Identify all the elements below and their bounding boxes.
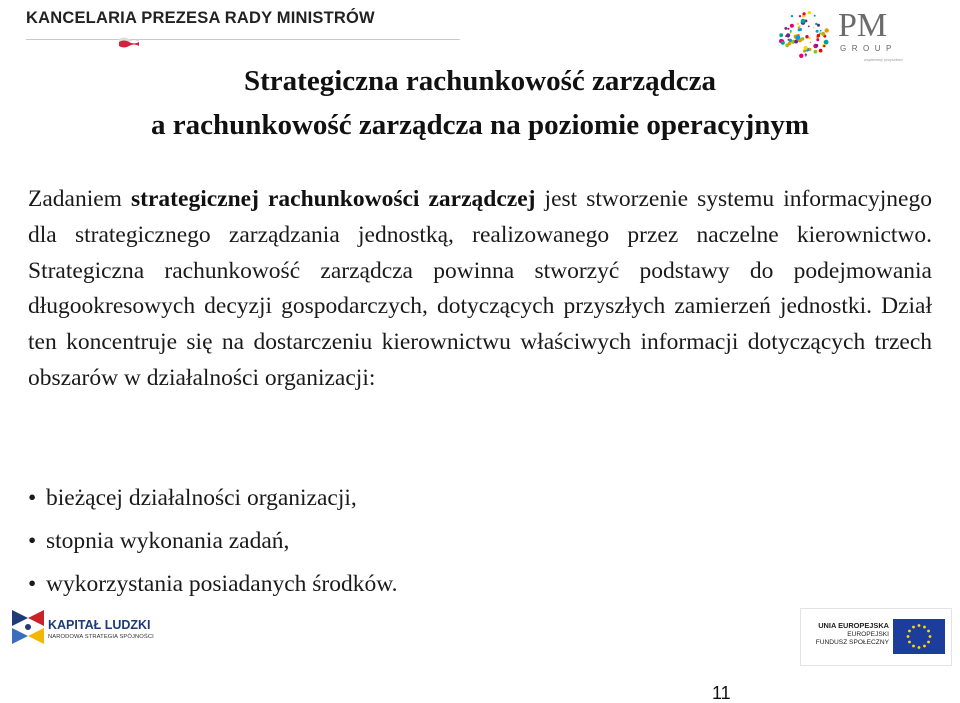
kprm-logo-text: KANCELARIA PREZESA RADY MINISTRÓW bbox=[26, 9, 375, 27]
pm-dot-icon bbox=[798, 29, 801, 32]
eu-flag-icon bbox=[893, 619, 945, 654]
pm-dot-icon bbox=[817, 34, 820, 37]
pm-dot-icon bbox=[820, 30, 822, 32]
bullet-text: stopnia wykonania zadań, bbox=[46, 528, 290, 554]
body-paragraph bbox=[28, 182, 932, 397]
bullet-text: bieżącej działalności organizacji, bbox=[46, 485, 357, 511]
kapital-ludzki-emblem-icon bbox=[8, 604, 46, 654]
pm-logo-text: PM bbox=[838, 7, 888, 44]
bullet-item bbox=[28, 563, 928, 606]
pm-logo-tagline: wspieramy przyszłość bbox=[864, 57, 903, 62]
kprm-logo bbox=[26, 8, 375, 28]
pm-dot-icon bbox=[790, 30, 792, 32]
pm-dot-icon bbox=[810, 42, 812, 44]
dots-cluster-icon bbox=[776, 6, 836, 64]
bullet-text: wykorzystania posiadanych środków. bbox=[46, 571, 398, 597]
eu-star-icon bbox=[912, 645, 915, 648]
pm-dot-icon bbox=[788, 42, 792, 46]
eu-star-icon bbox=[927, 630, 930, 633]
eu-line3: FUNDUSZ SPOŁECZNY bbox=[815, 639, 889, 647]
pm-dot-icon bbox=[824, 40, 829, 45]
page-number: 11 bbox=[712, 683, 731, 703]
pm-dot-icon bbox=[822, 33, 824, 35]
pm-dot-icon bbox=[779, 33, 783, 37]
pm-dot-icon bbox=[816, 38, 819, 41]
pm-dot-icon bbox=[803, 12, 806, 15]
eu-line2: EUROPEJSKI bbox=[847, 630, 889, 638]
polish-flag-icon bbox=[118, 35, 140, 49]
pm-dot-icon bbox=[781, 41, 785, 45]
eu-star-icon bbox=[923, 626, 926, 629]
eu-star-icon bbox=[907, 635, 910, 638]
paragraph-bold-term: strategicznej rachunkowości zarządczej bbox=[131, 186, 536, 212]
paragraph-rest: jest stworzenie systemu informacyjnego dla strategicznego zarządzania jednostką, realizowanego przez naczelne kierownictwo. Strategiczna rachunkowość zarządcza powinna stworzyć podstawy do podejmowania długookresowych decyzji gospodarczych, dotyczących przyszłych zamierzeń jednostki. Dział ten koncentruje się na dostarczeniu kierownictwu właściwych informacji dotyczących trzech obszarów w działalności organizacji: bbox=[28, 186, 932, 391]
pm-dot-icon bbox=[789, 39, 792, 42]
eu-social-fund-logo bbox=[800, 608, 952, 666]
pm-dot-icon bbox=[804, 46, 808, 50]
pm-dot-icon bbox=[790, 32, 792, 34]
pm-dot-icon bbox=[816, 30, 819, 33]
eu-star-icon bbox=[908, 630, 911, 633]
pm-dot-icon bbox=[813, 27, 815, 29]
pm-dot-icon bbox=[814, 15, 816, 17]
eu-star-icon bbox=[908, 641, 911, 644]
pm-dot-icon bbox=[794, 40, 798, 44]
kapital-ludzki-title: KAPITAŁ LUDZKI bbox=[48, 618, 151, 632]
pm-dot-icon bbox=[823, 45, 825, 47]
pm-logo-group: GROUP bbox=[840, 44, 897, 53]
pm-dot-icon bbox=[817, 24, 820, 27]
bullet-item bbox=[28, 520, 928, 563]
slide-title-line2: a rachunkowość zarządcza na poziomie operacyjnym bbox=[150, 109, 810, 141]
pm-dot-icon bbox=[815, 44, 818, 47]
pm-dot-icon bbox=[805, 55, 807, 57]
pm-dot-icon bbox=[799, 25, 801, 27]
pm-group-logo bbox=[776, 6, 916, 64]
pm-dot-icon bbox=[796, 35, 801, 40]
eu-star-icon bbox=[918, 624, 921, 627]
eu-star-icon bbox=[923, 645, 926, 648]
pm-dot-icon bbox=[814, 50, 818, 54]
pm-dot-icon bbox=[784, 27, 787, 30]
paragraph-lead: Zadaniem bbox=[28, 186, 132, 212]
eu-text bbox=[816, 622, 889, 648]
pm-dot-icon bbox=[808, 26, 810, 28]
bullet-item bbox=[28, 477, 928, 520]
eu-star-icon bbox=[929, 635, 932, 638]
kapital-ludzki-logo bbox=[8, 604, 158, 654]
pm-dot-icon bbox=[801, 19, 806, 24]
pm-dot-icon bbox=[801, 37, 805, 41]
eu-star-icon bbox=[912, 626, 915, 629]
pm-dot-icon bbox=[786, 33, 790, 37]
pm-dot-icon bbox=[799, 15, 801, 17]
slide-title-line1: Strategiczna rachunkowość zarządcza bbox=[244, 65, 716, 97]
eu-star-icon bbox=[927, 641, 930, 644]
bullet-icon: • bbox=[28, 571, 37, 597]
pm-dot-icon bbox=[787, 28, 789, 30]
pm-dot-icon bbox=[805, 35, 808, 38]
pm-dot-icon bbox=[797, 23, 799, 25]
pm-dot-icon bbox=[799, 54, 803, 58]
bullet-icon: • bbox=[28, 528, 37, 554]
pm-dot-icon bbox=[808, 37, 810, 39]
pm-dot-icon bbox=[808, 11, 811, 14]
eu-line1: UNIA EUROPEJSKA bbox=[818, 621, 889, 630]
bullet-icon: • bbox=[28, 485, 37, 511]
pm-dot-icon bbox=[819, 49, 823, 53]
eu-star-icon bbox=[918, 646, 921, 649]
pm-dot-icon bbox=[791, 15, 793, 17]
bullet-list bbox=[28, 477, 928, 606]
pm-dot-icon bbox=[790, 24, 794, 28]
pm-dot-icon bbox=[825, 28, 829, 32]
header-rule bbox=[26, 39, 460, 40]
kapital-ludzki-subtitle: NARODOWA STRATEGIA SPÓJNOŚCI bbox=[48, 634, 154, 640]
